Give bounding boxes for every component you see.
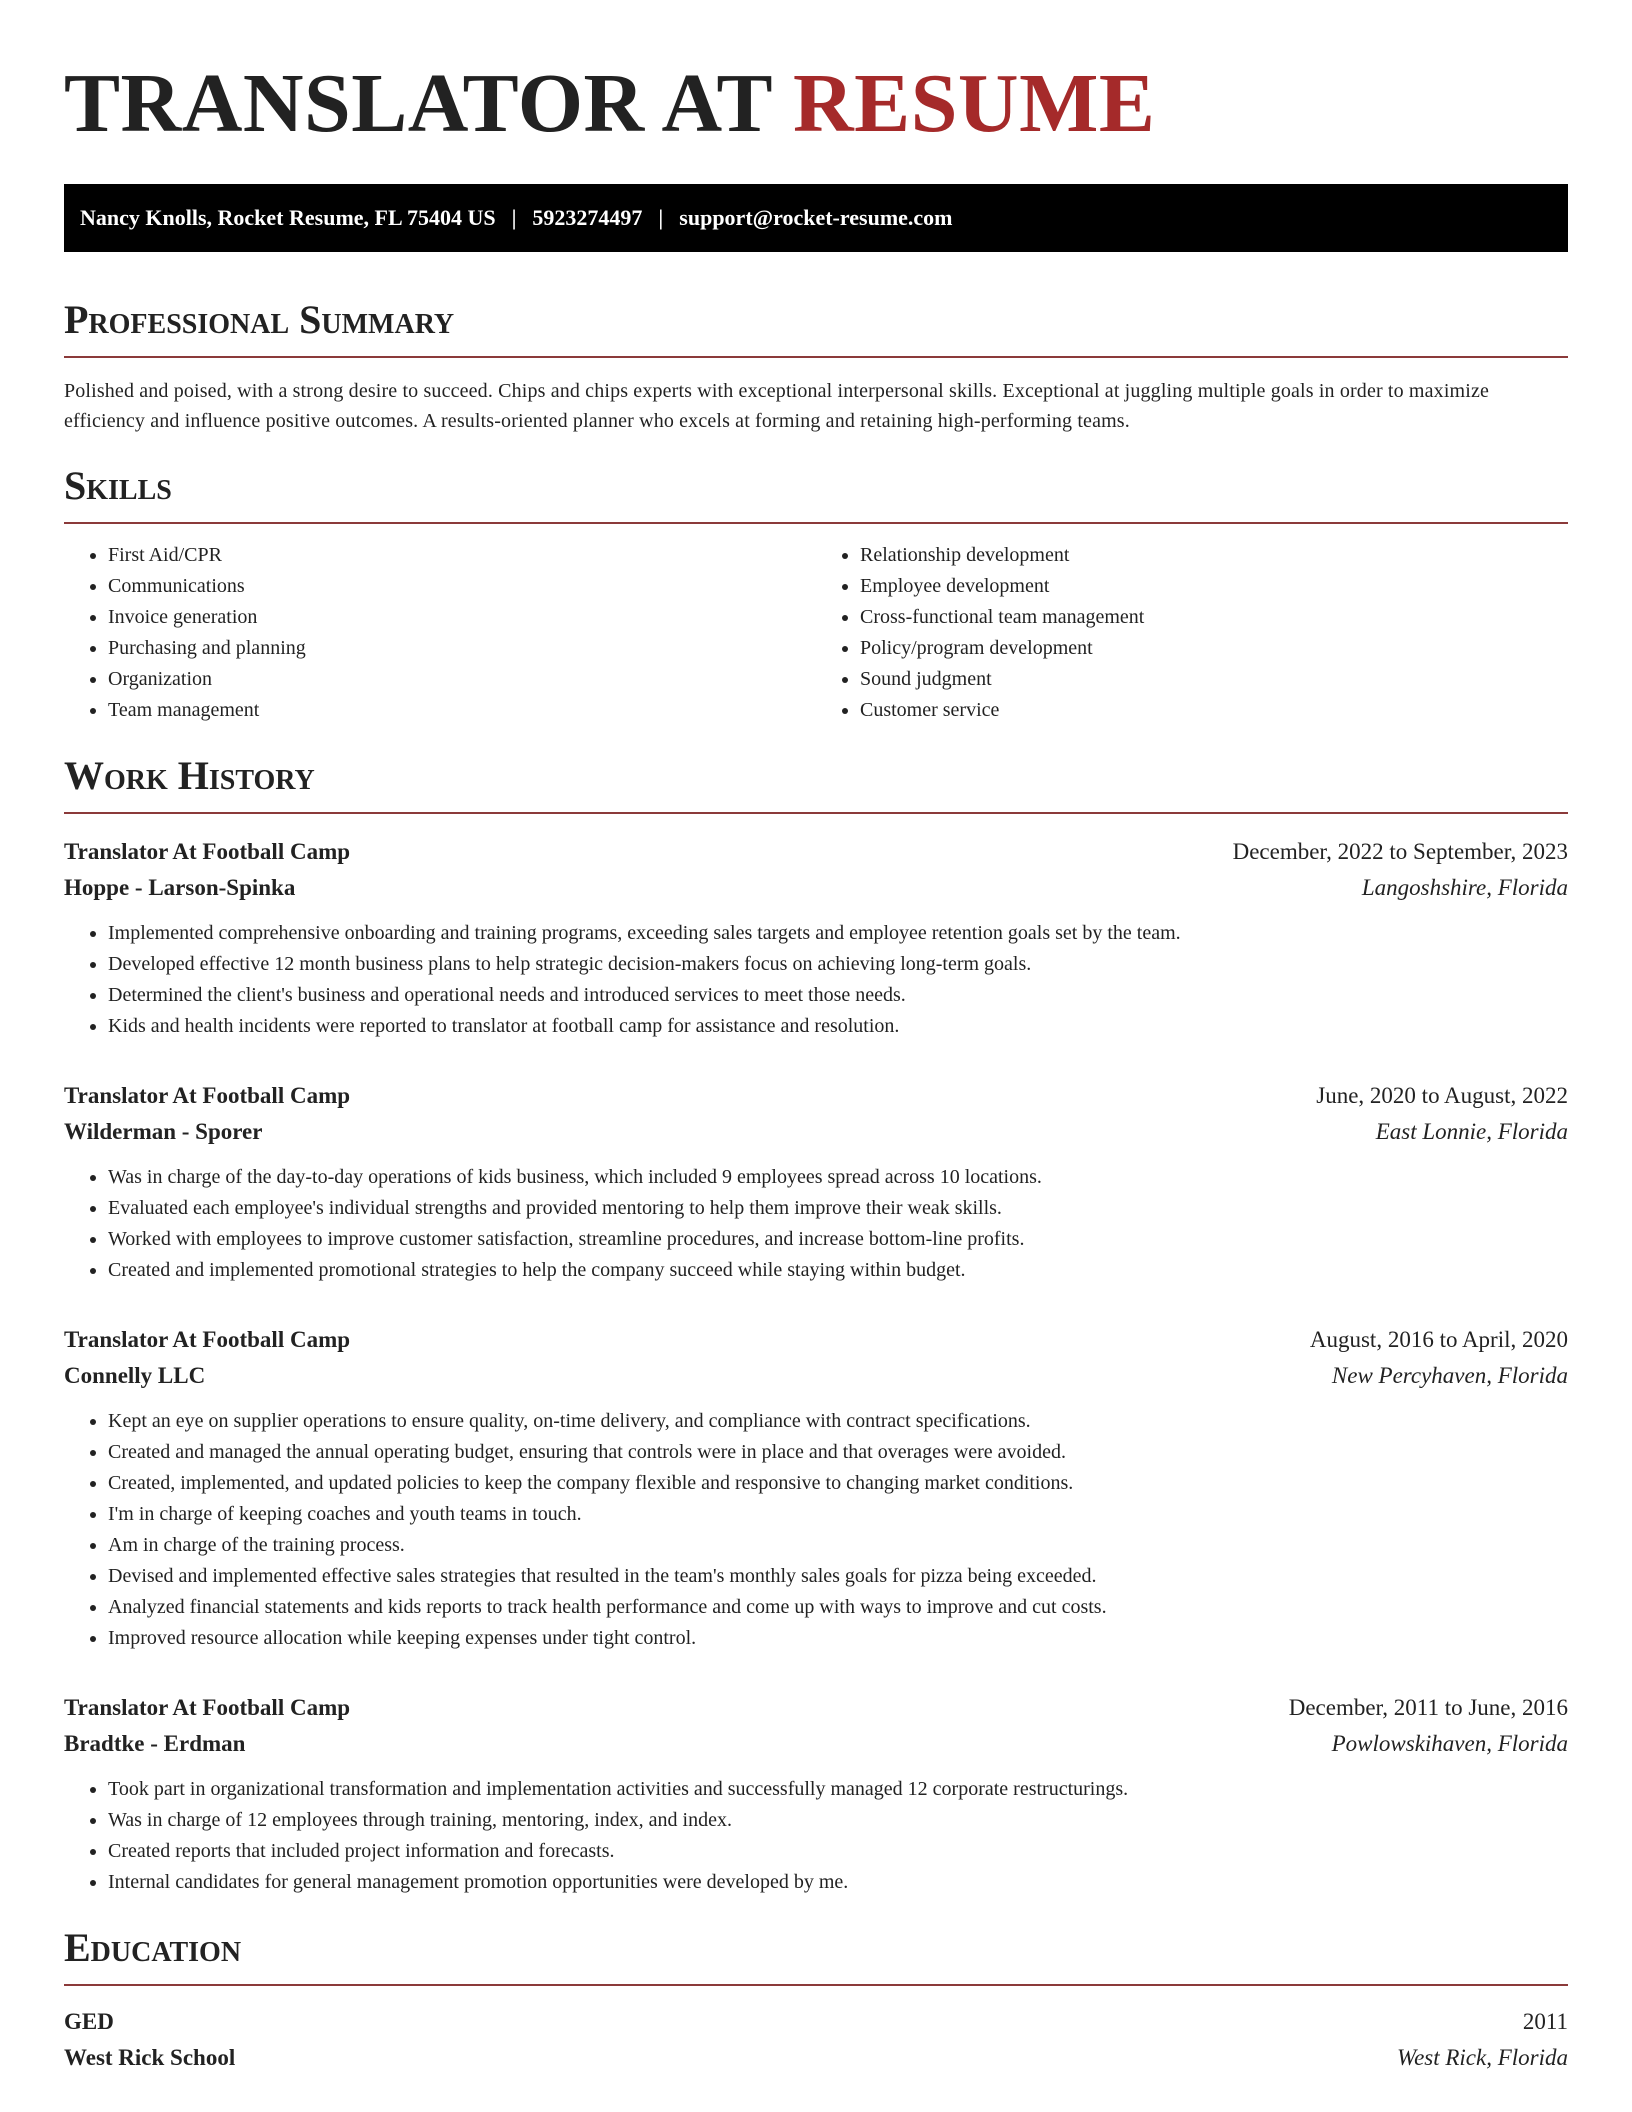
contact-email: support@rocket-resume.com (679, 205, 953, 230)
job-duty: • Internal candidates for general management promotion opportunities were developed by me. (108, 1867, 1568, 1898)
job-dates: August, 2016 to April, 2020 (1309, 1327, 1568, 1352)
skill-item: • Sound judgment (860, 664, 1568, 695)
job-entry (64, 1322, 1568, 1654)
job-duty: • Created, implemented, and updated policies to keep the company flexible and responsive to changing market conditions. (108, 1468, 1568, 1499)
resume-title (64, 57, 1568, 150)
education-entry (64, 2004, 1568, 2076)
job-dates: June, 2020 to August, 2022 (1316, 1083, 1568, 1108)
section-divider (64, 356, 1568, 358)
job-duty: • Created and managed the annual operating budget, ensuring that controls were in place and that overages were avoided. (108, 1437, 1568, 1468)
job-title: Translator At Football Camp (64, 1083, 351, 1108)
job-duty: • Created reports that included project information and forecasts. (108, 1836, 1568, 1867)
job-location: Powlowskihaven, Florida (1331, 1731, 1568, 1756)
job-location: East Lonnie, Florida (1375, 1119, 1568, 1144)
job-location: New Percyhaven, Florida (1331, 1363, 1568, 1388)
job-duty: • Am in charge of the training process. (108, 1530, 1568, 1561)
section-divider (64, 812, 1568, 814)
job-duties (64, 918, 1568, 1042)
section-heading-summary: Professional Summary (64, 297, 455, 342)
job-duty: • Kids and health incidents were reported to translator at football camp for assistance and resolution. (108, 1011, 1568, 1042)
section-heading-work-history: Work History (64, 753, 315, 798)
job-title: Translator At Football Camp (64, 839, 351, 864)
job-duties (64, 1406, 1568, 1654)
education-school: West Rick School (64, 2045, 236, 2070)
professional-summary-section (64, 297, 1568, 436)
contact-address: Nancy Knolls, Rocket Resume, FL 75404 US (80, 205, 496, 230)
job-duty: • Kept an eye on supplier operations to ensure quality, on-time delivery, and compliance with contract specifications. (108, 1406, 1568, 1437)
job-duty: • Worked with employees to improve customer satisfaction, streamline procedures, and increase bottom-line profits. (108, 1224, 1568, 1255)
education-section (64, 1925, 1568, 2076)
education-location: West Rick, Florida (1397, 2045, 1568, 2070)
contact-separator: | (511, 205, 517, 230)
job-title: Translator At Football Camp (64, 1327, 351, 1352)
section-divider (64, 522, 1568, 524)
skill-item: • First Aid/CPR (108, 540, 816, 571)
skill-item: • Employee development (860, 571, 1568, 602)
section-divider (64, 1984, 1568, 1986)
skill-item: • Cross-functional team management (860, 602, 1568, 633)
skills-grid (64, 540, 1568, 726)
job-duty: • Took part in organizational transformation and implementation activities and successfully managed 12 corporate restructurings. (108, 1774, 1568, 1805)
section-heading-education: Education (64, 1925, 242, 1970)
job-duties (64, 1162, 1568, 1286)
job-title: Translator At Football Camp (64, 1695, 351, 1720)
job-entry (64, 1078, 1568, 1286)
skill-item: • Policy/program development (860, 633, 1568, 664)
job-duty: • Analyzed financial statements and kids reports to track health performance and come up with ways to improve and cut costs. (108, 1592, 1568, 1623)
education-year: 2011 (1522, 2009, 1568, 2034)
job-company: Wilderman - Sporer (64, 1119, 263, 1144)
job-company: Hoppe - Larson-Spinka (64, 875, 296, 900)
job-location: Langoshshire, Florida (1361, 875, 1568, 900)
job-company: Connelly LLC (64, 1363, 206, 1388)
skill-item: • Organization (108, 664, 816, 695)
skill-item: • Relationship development (860, 540, 1568, 571)
section-heading-skills: Skills (64, 463, 172, 508)
skill-item: • Invoice generation (108, 602, 816, 633)
skill-item: • Purchasing and planning (108, 633, 816, 664)
work-history-section (64, 753, 1568, 1898)
job-duty: • Implemented comprehensive onboarding and training programs, exceeding sales targets and employee retention goals set by the team. (108, 918, 1568, 949)
job-entry (64, 834, 1568, 1042)
contact-phone: 5923274497 (532, 205, 643, 230)
skill-item: • Communications (108, 571, 816, 602)
job-duty: • Created and implemented promotional strategies to help the company succeed while staying within budget. (108, 1255, 1568, 1286)
job-entry (64, 1690, 1568, 1898)
job-duty: • Was in charge of the day-to-day operations of kids business, which included 9 employees spread across 10 locations. (108, 1162, 1568, 1193)
job-duties (64, 1774, 1568, 1898)
title-accent: RESUME (793, 57, 1156, 150)
job-duty: • I'm in charge of keeping coaches and youth teams in touch. (108, 1499, 1568, 1530)
summary-text: Polished and poised, with a strong desire to succeed. Chips and chips experts with exceptional interpersonal skills. Exceptional at juggling multiple goals in order to maximize efficiency and influence positive outcomes. A results-oriented planner who excels at forming and retaining high-performing teams. (64, 380, 1489, 432)
job-dates: December, 2011 to June, 2016 (1288, 1695, 1568, 1720)
skill-item: • Customer service (860, 695, 1568, 726)
job-duty: • Improved resource allocation while keeping expenses under tight control. (108, 1623, 1568, 1654)
job-duty: • Determined the client's business and operational needs and introduced services to meet those needs. (108, 980, 1568, 1011)
job-duty: • Devised and implemented effective sales strategies that resulted in the team's monthly sales goals for pizza being exceeded. (108, 1561, 1568, 1592)
contact-separator: | (658, 205, 664, 230)
job-duty: • Developed effective 12 month business plans to help strategic decision-makers focus on achieving long-term goals. (108, 949, 1568, 980)
skill-item: • Team management (108, 695, 816, 726)
skills-section (64, 463, 1568, 726)
job-duty: • Was in charge of 12 employees through training, mentoring, index, and index. (108, 1805, 1568, 1836)
skills-list-right (816, 540, 1568, 726)
education-degree: GED (64, 2009, 114, 2034)
contact-bar (64, 184, 1568, 252)
title-main: TRANSLATOR AT (64, 57, 793, 150)
skills-list-left (64, 540, 816, 726)
job-company: Bradtke - Erdman (64, 1731, 246, 1756)
job-dates: December, 2022 to September, 2023 (1232, 839, 1568, 864)
job-duty: • Evaluated each employee's individual strengths and provided mentoring to help them improve their weak skills. (108, 1193, 1568, 1224)
